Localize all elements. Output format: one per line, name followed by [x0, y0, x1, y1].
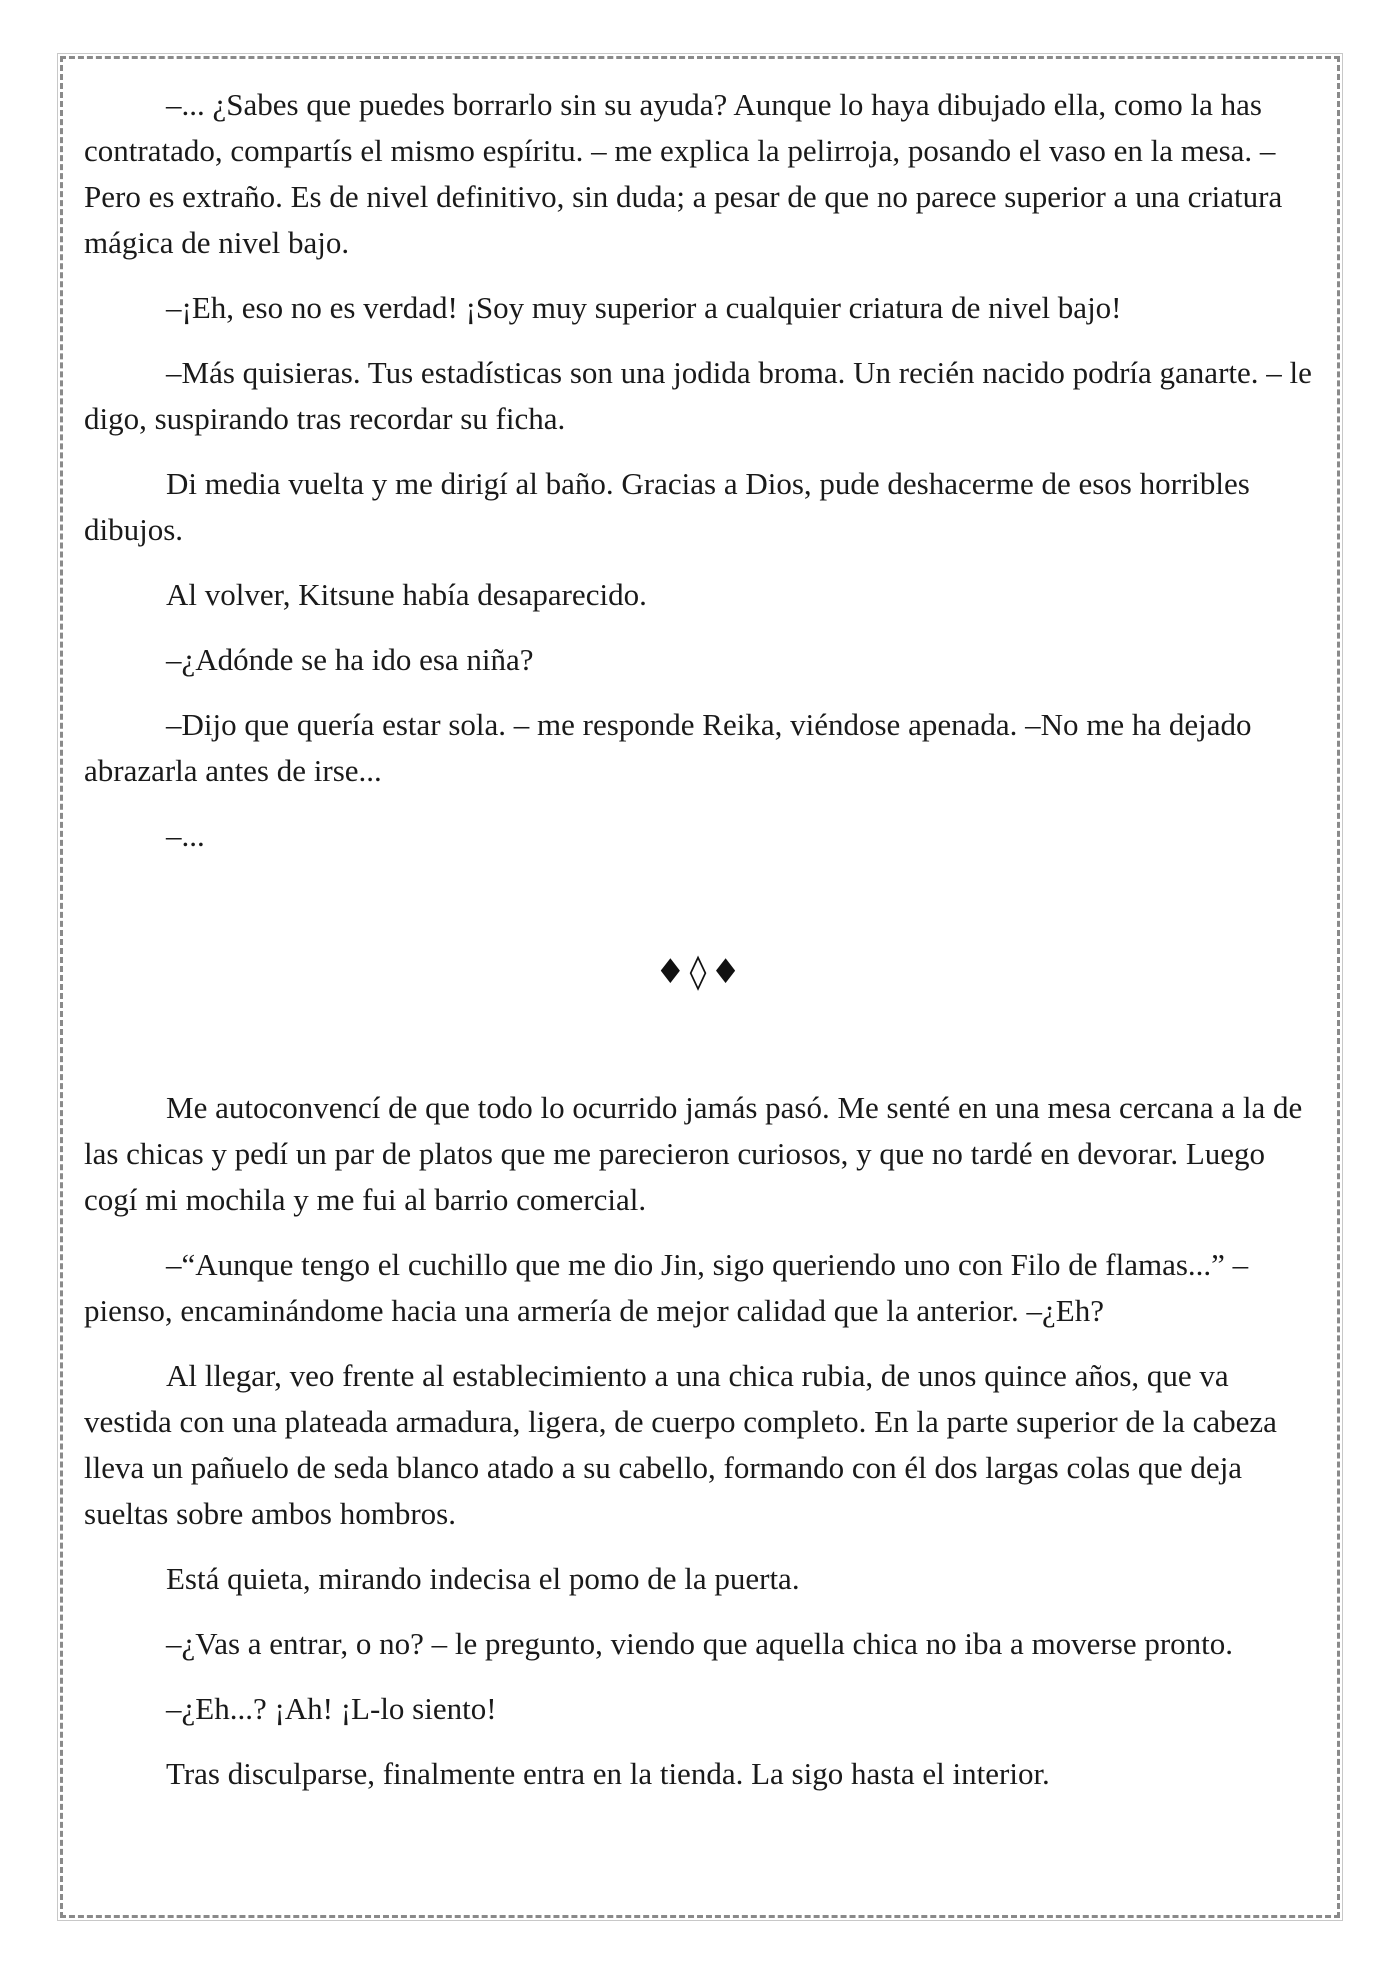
paragraph: –¿Adónde se ha ido esa niña? — [166, 642, 534, 677]
paragraph: –... ¿Sabes que puedes borrarlo sin su ayuda? Aunque lo haya dibujado ella, como la has contratado, compartís el mismo espíritu. – me explica la pelirroja, posando el vaso en la mesa. –Pero es extraño. Es de nivel definitivo, sin duda; a pesar de que no parece superior a una criatura mágica de nivel bajo. — [84, 87, 1283, 260]
paragraph: –¡Eh, eso no es verdad! ¡Soy muy superior a cualquier criatura de nivel bajo! — [166, 290, 1122, 325]
paragraph: Tras disculparse, finalmente entra en la tienda. La sigo hasta el interior. — [166, 1756, 1050, 1791]
paragraph: –Dijo que quería estar sola. – me responde Reika, viéndose apenada. –No me ha dejado abrazarla antes de irse... — [84, 707, 1252, 788]
paragraph: –¿Eh...? ¡Ah! ¡L-lo siento! — [166, 1691, 497, 1726]
paragraph: Está quieta, mirando indecisa el pomo de la puerta. — [166, 1561, 800, 1596]
paragraph: –“Aunque tengo el cuchillo que me dio Jin, sigo queriendo uno con Filo de flamas...” – pienso, encaminándome hacia una armería de mejor calidad que la anterior. –¿Eh? — [84, 1247, 1249, 1328]
paragraph: Al volver, Kitsune había desaparecido. — [166, 577, 647, 612]
paragraph: –... — [166, 818, 205, 853]
paragraph: –Más quisieras. Tus estadísticas son una jodida broma. Un recién nacido podría ganarte. – le digo, suspirando tras recordar su ficha. — [84, 355, 1312, 436]
scene-break-ornament: ♦◊♦ — [655, 952, 745, 992]
page-text — [84, 82, 1316, 1816]
paragraph: Di media vuelta y me dirigí al baño. Gracias a Dios, pude deshacerme de esos horribles dibujos. — [84, 466, 1250, 547]
paragraph: Me autoconvencí de que todo lo ocurrido jamás pasó. Me senté en una mesa cercana a la de las chicas y pedí un par de platos que me parecieron curiosos, y que no tardé en devorar. Luego cogí mi mochila y me fui al barrio comercial. — [84, 1090, 1303, 1217]
paragraph: Al llegar, veo frente al establecimiento a una chica rubia, de unos quince años, que va vestida con una plateada armadura, ligera, de cuerpo completo. En la parte superior de la cabeza lleva un pañuelo de seda blanco atado a su cabello, formando con él dos largas colas que deja sueltas sobre ambos hombros. — [84, 1358, 1277, 1531]
paragraph: –¿Vas a entrar, o no? – le pregunto, viendo que aquella chica no iba a moverse pronto. — [166, 1626, 1234, 1661]
